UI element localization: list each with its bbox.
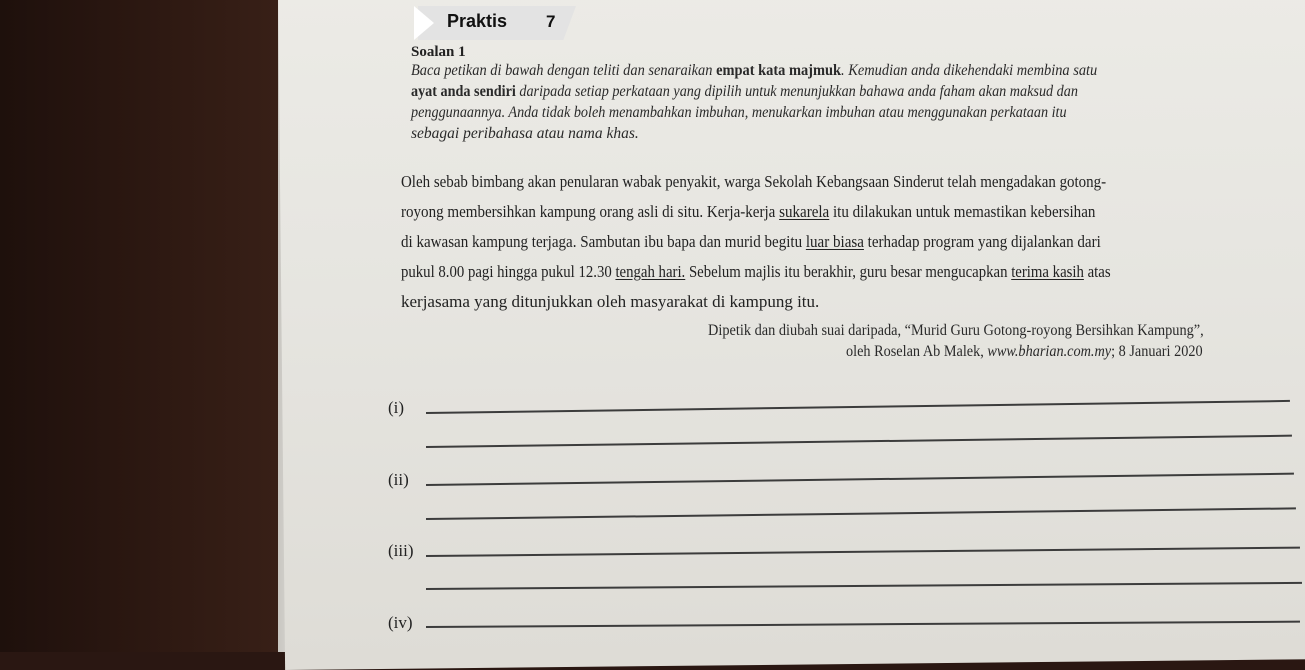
instruction-line-2: ayat anda sendiri daripada setiap perkataan yang dipilih untuk menunjukkan bahawa anda faham akan maksud dan <box>411 83 1078 100</box>
compound-word-luar-biasa: luar biasa <box>805 232 864 251</box>
banner-chevron-icon <box>414 6 434 40</box>
instruction-line-3: penggunaannya. Anda tidak boleh menambahkan imbuhan, menukarkan imbuhan atau menggunakan perkataan itu <box>411 104 1067 121</box>
passage-line-2: royong membersihkan kampung orang asli di situ. Kerja-kerja sukarela itu dilakukan untuk memastikan kebersihan <box>401 202 1096 221</box>
answer-line-iii-1[interactable] <box>426 547 1300 557</box>
passage-line-3: di kawasan kampung terjaga. Sambutan ibu bapa dan murid begitu luar biasa terhadap program yang dijalankan dari <box>401 232 1101 251</box>
compound-word-tengah-hari: tengah hari. <box>615 262 686 281</box>
practice-title: Praktis <box>447 11 508 31</box>
passage-line-1: Oleh sebab bimbang akan penularan wabak penyakit, warga Sekolah Kebangsaan Sinderut telah mengadakan gotong- <box>401 172 1107 191</box>
answer-line-iii-2[interactable] <box>426 582 1302 590</box>
instruction-line-1: Baca petikan di bawah dengan teliti dan senaraikan empat kata majmuk. Kemudian anda dikehendaki membina satu <box>411 62 1098 79</box>
answer-label-i: (i) <box>388 398 405 417</box>
keyword-compound-words: empat kata majmuk <box>716 62 842 79</box>
practice-number: 7 <box>546 12 556 31</box>
compound-word-sukarela: sukarela <box>779 202 830 221</box>
compound-word-terima-kasih: terima kasih <box>1011 262 1084 281</box>
source-line-1: Dipetik dan diubah suai daripada, “Murid Guru Gotong-royong Bersihkan Kampung”, <box>708 322 1204 339</box>
source-line-2: oleh Roselan Ab Malek, www.bharian.com.my; 8 Januari 2020 <box>846 343 1203 360</box>
question-label: Soalan 1 <box>411 44 466 60</box>
passage-line-5: kerjasama yang ditunjukkan oleh masyarakat di kampung itu. <box>401 292 820 311</box>
answer-line-i-2[interactable] <box>426 435 1292 448</box>
answer-line-ii-1[interactable] <box>426 473 1294 486</box>
answer-line-ii-2[interactable] <box>426 507 1296 519</box>
keyword-own-sentence: ayat anda sendiri <box>411 83 516 100</box>
passage-line-4: pukul 8.00 pagi hingga pukul 12.30 tengah hari. Sebelum majlis itu berakhir, guru besar mengucapkan terima kasih atas <box>401 262 1111 281</box>
answer-line-iv-1[interactable] <box>426 621 1300 628</box>
answer-label-iii: (iii) <box>388 541 414 560</box>
instruction-line-4: sebagai peribahasa atau nama khas. <box>411 125 639 142</box>
source-website: www.bharian.com.my <box>987 343 1112 360</box>
answer-label-ii: (ii) <box>388 470 409 489</box>
answer-line-i-1[interactable] <box>426 400 1290 414</box>
answer-label-iv: (iv) <box>388 613 413 632</box>
